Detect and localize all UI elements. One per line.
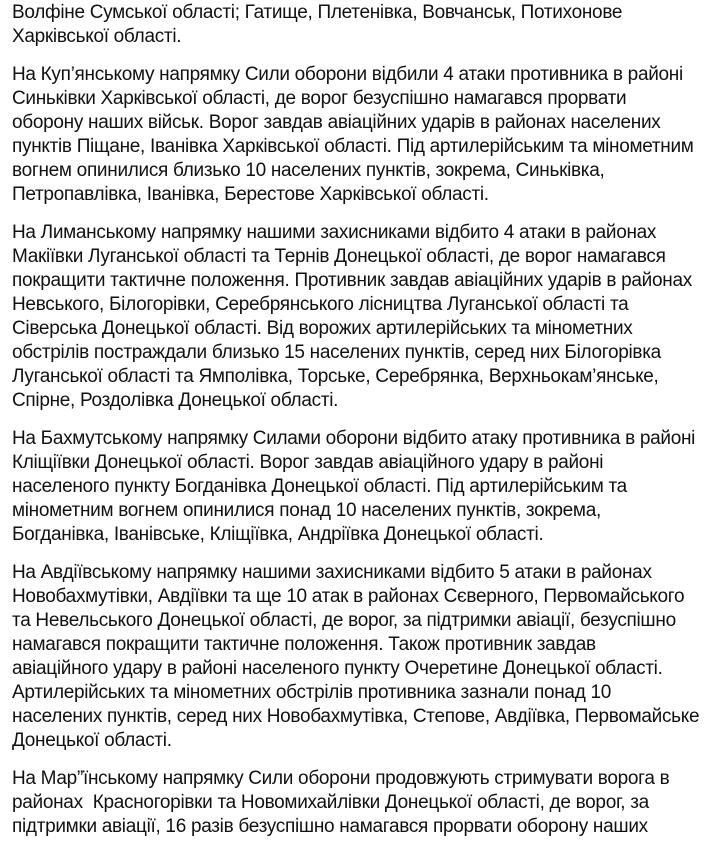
text-line: На Мар”їнському напрямку Сили оборони продовжують стримувати ворога в: [12, 768, 670, 789]
text-line: На Авдіївському напрямку нашими захисниками відбито 5 атаки в районах: [12, 562, 652, 583]
text-line: На Куп’янському напрямку Сили оборони відбили 4 атаки противника в районі: [12, 64, 683, 85]
paragraph: [12, 63, 714, 207]
text-line: та Невельського Донецької області, де ворог, за підтримки авіації, безуспішно: [12, 610, 676, 631]
paragraph: [12, 221, 714, 413]
text-line: оборону наших військ. Ворог завдав авіаційних ударів в районах населених: [12, 112, 661, 133]
text-line: районах Красногорівки та Новомихайлівки Донецької області, де ворог, за: [12, 792, 649, 813]
text-line: пунктів Піщане, Іванівка Харківської області. Під артилерійським та мінометним: [12, 136, 694, 157]
text-line: населених пунктів, серед них Новобахмутівка, Степове, Авдіївка, Первомайське: [12, 706, 700, 727]
text-line: мінометним вогнем опинилися понад 10 населених пунктів, зокрема,: [12, 500, 601, 521]
text-line: вогнем опинилися близько 10 населених пунктів, зокрема, Синьківка,: [12, 160, 605, 181]
text-line: Петропавлівка, Іванівка, Берестове Харківської області.: [12, 184, 489, 205]
text-line: Спірне, Роздолівка Донецької області.: [12, 390, 339, 411]
text-line: намагався покращити тактичне положення. Також противник завдав: [12, 634, 596, 655]
text-line: Сіверська Донецької області. Від ворожих артилерійських та мінометних: [12, 318, 633, 339]
text-line: Харківської області.: [12, 26, 182, 47]
text-line: Новобахмутівки, Авдіївки та ще 10 атак в районах Сєверного, Первомайського: [12, 586, 685, 607]
text-line: Волфіне Сумської області; Гатище, Плетенівка, Вовчанськ, Потихонове: [12, 2, 623, 23]
text-line: авіаційного удару в районі населеного пункту Очеретине Донецької області.: [12, 658, 663, 679]
text-line: На Бахмутському напрямку Силами оборони відбито атаку противника в районі: [12, 428, 696, 449]
text-line: Невського, Білогорівки, Серебрянського лісництва Луганської області та: [12, 294, 629, 315]
text-line: На Лиманському напрямку нашими захисниками відбито 4 атаки в районах: [12, 222, 657, 243]
text-line: Синьківки Харківської області, де ворог безуспішно намагався прорвати: [12, 88, 627, 109]
paragraph: [12, 561, 714, 753]
paragraph: [12, 767, 714, 839]
text-line: обстрілів постраждали близько 15 населених пунктів, серед них Білогорівка: [12, 342, 661, 363]
text-line: покращити тактичне положення. Противник завдав авіаційних ударів в районах: [12, 270, 692, 291]
paragraph: [12, 427, 714, 547]
text-line: Артилерійських та мінометних обстрілів противника зазнали понад 10: [12, 682, 611, 703]
text-line: Луганської області та Ямполівка, Торське, Серебрянка, Верхньокам’янське,: [12, 366, 659, 387]
text-line: Кліщіївки Донецької області. Ворог завдав авіаційного удару в районі: [12, 452, 604, 473]
text-line: Макіївки Луганської області та Тернів Донецької області, де ворог намагався: [12, 246, 666, 267]
paragraph: [12, 1, 714, 49]
text-line: підтримки авіації, 16 разів безуспішно намагався прорвати оборону наших: [12, 816, 648, 837]
text-line: Богданівка, Іванівське, Кліщіївка, Андріївка Донецької області.: [12, 524, 544, 545]
text-line: населеного пункту Богданівка Донецької області. Під артилерійським та: [12, 476, 627, 497]
text-line: Донецької області.: [12, 730, 172, 751]
